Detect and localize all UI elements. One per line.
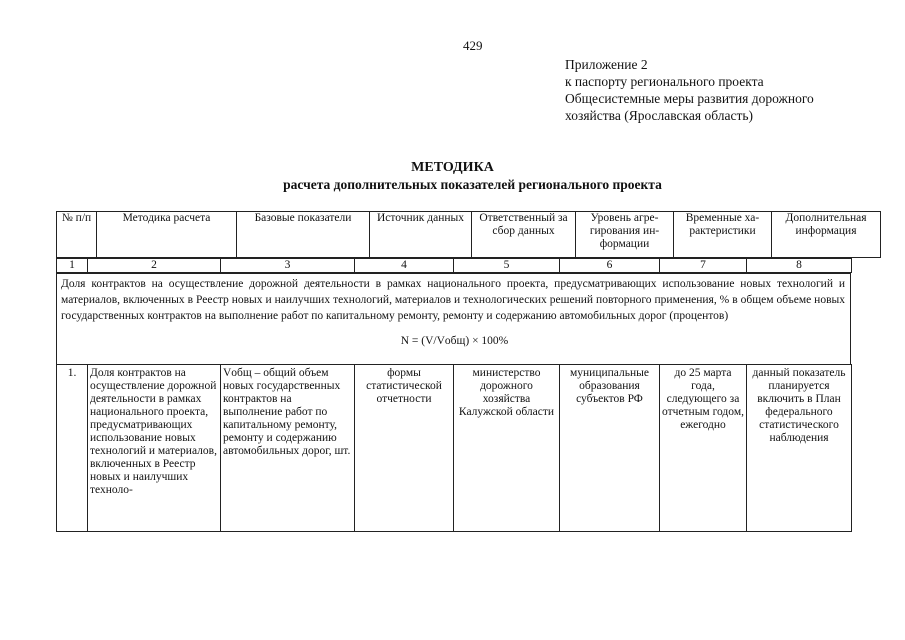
indicator-description: Доля контрактов на осуществление дорожной деятельности в рамках национального проекта, предусматривающих использование новых технологий и материалов, включенных в Реестр новых и наилучших технологий, материалов и технологических решений повторного применения, % в общем объеме новых государственных контрактов на выполнение работ по капитальному ремонту, ремонту и содержанию автомобильных дорог (процентов) [61,278,845,322]
table-body [56,364,852,532]
row-number-cell: 1. [57,365,88,532]
header-cell-additional: Дополнительная информация [772,212,881,258]
header-cell-number: № п/п [57,212,97,258]
table-row [57,365,852,532]
column-number: 4 [355,259,454,273]
document-title: МЕТОДИКА [411,160,494,175]
table-header [56,211,881,258]
row-additional-cell: данный показатель планируется включить в План федерального статистического наблюдения [747,365,852,532]
row-source-cell: формы статистической отчетности [355,365,454,532]
column-number: 1 [57,259,88,273]
header-cell-method: Методика расчета [97,212,237,258]
appendix-line: к паспорту регионального проекта [565,74,764,89]
page-number: 429 [463,38,483,53]
row-timing-cell: до 25 марта года, следующего за отчетным годом, ежегодно [660,365,747,532]
header-cell-timing: Временные ха-рактеристики [674,212,772,258]
header-cell-responsible: Ответственный за сбор данных [472,212,576,258]
appendix-line: хозяйства (Ярославская область) [565,108,754,123]
indicator-formula: N = (V/Vобщ) × 100% [400,335,509,347]
row-responsible-cell: министерство дорожного хозяйства Калужской области [454,365,560,532]
header-cell-source: Источник данных [370,212,472,258]
indicator-description-row [56,273,851,365]
appendix-line: Общесистемные меры развития дорожного [565,91,814,106]
column-number: 8 [747,259,852,273]
column-number-row [56,258,852,273]
document-subtitle: расчета дополнительных показателей регионального проекта [283,177,662,192]
appendix-line: Приложение 2 [565,57,648,72]
column-number: 5 [454,259,560,273]
row-base-cell: Vобщ – общий объем новых государственных контрактов на выполнение работ по капитальному ремонту, ремонту и содержанию автомобильных дорог, шт. [221,365,355,532]
header-cell-aggregation: Уровень агре-гирования ин-формации [576,212,674,258]
number-row [57,259,852,273]
column-number: 7 [660,259,747,273]
header-cell-base: Базовые показатели [237,212,370,258]
appendix-block [565,56,885,124]
column-number: 3 [221,259,355,273]
row-aggregation-cell: муниципальные образования субъектов РФ [560,365,660,532]
column-number: 6 [560,259,660,273]
header-row [57,212,881,258]
column-number: 2 [88,259,221,273]
row-method-cell: Доля контрактов на осуществление дорожной деятельности в рамках национального проекта, предусматривающих использование новых технологий и материалов, включенных в Реестр новых и наилучших техноло- [88,365,221,532]
